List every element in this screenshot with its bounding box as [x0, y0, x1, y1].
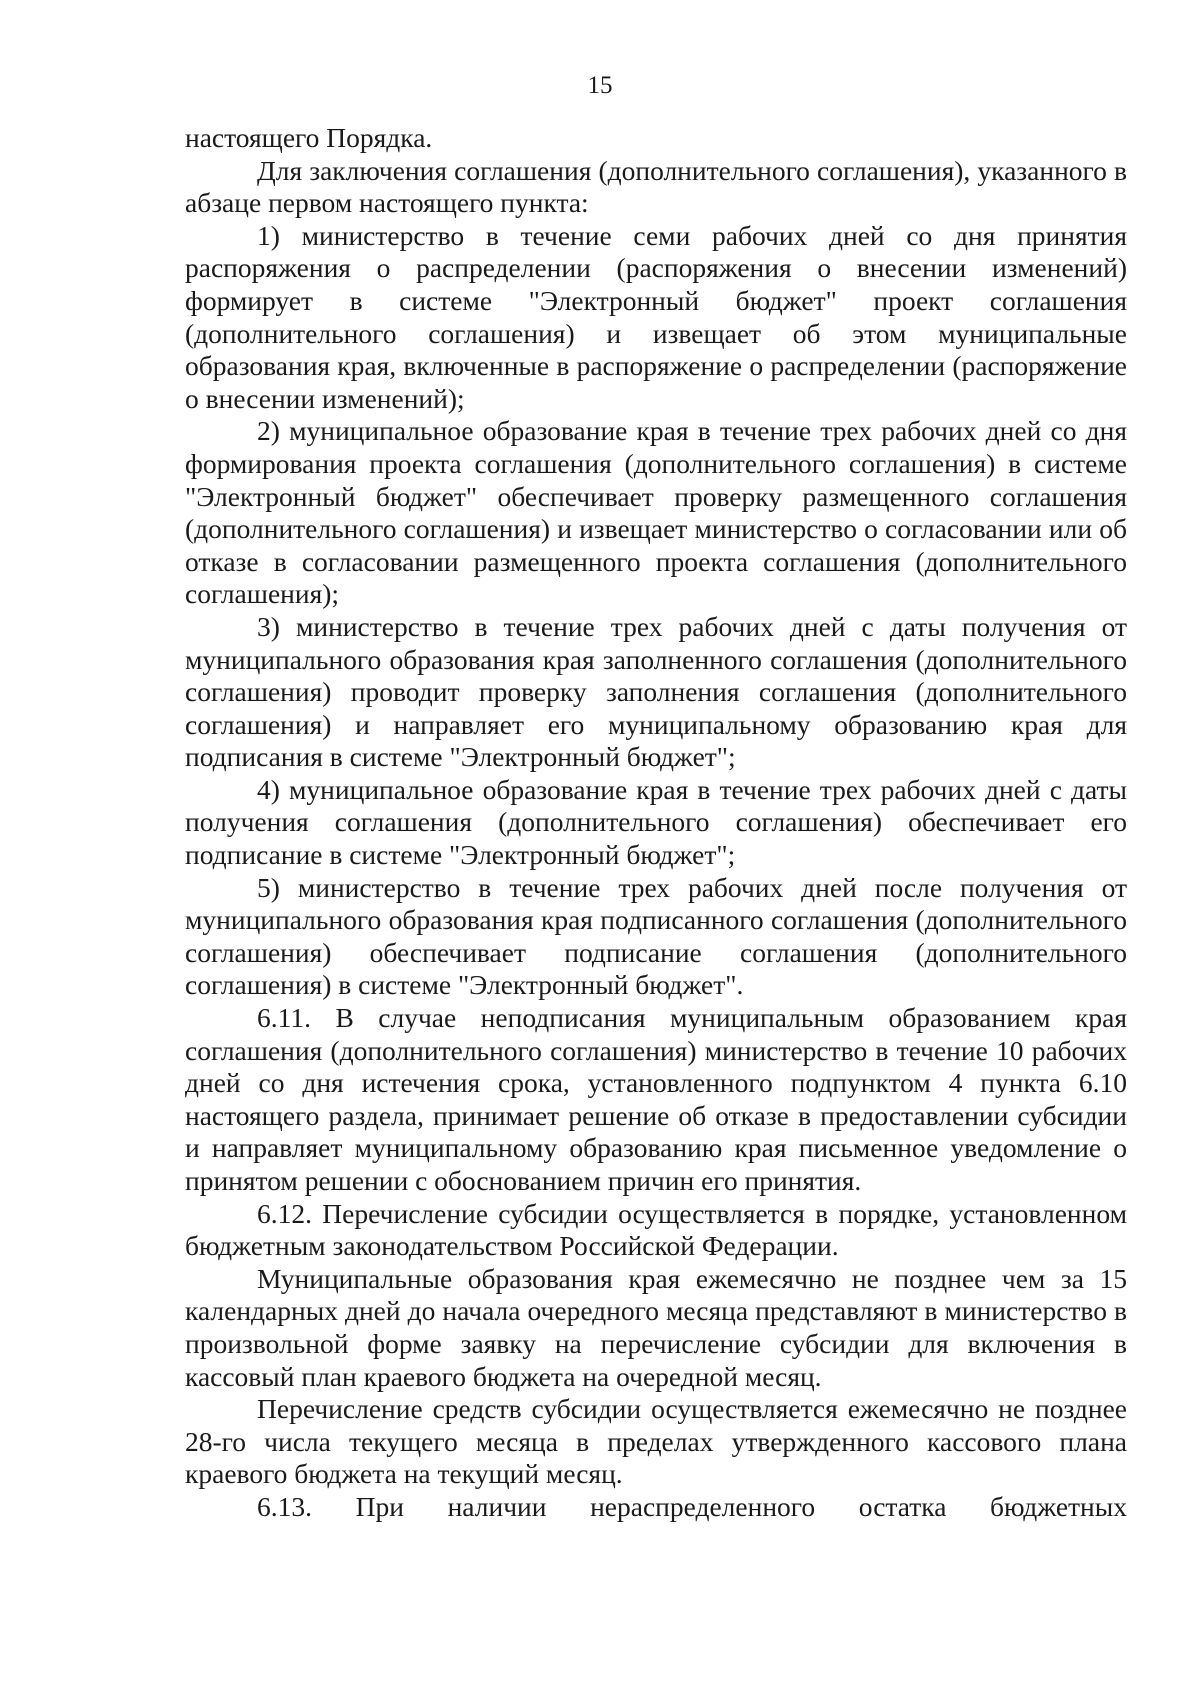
paragraph-continuation: настоящего Порядка.: [185, 122, 433, 153]
paragraph-item-1: 1) министерство в течение семи рабочих дней со дня принятия распоряжения о распределении (распоряжения о внесении изменений) формирует в системе "Электронный бюджет" проект соглашения (дополнительного соглашения) и извещает об этом муниципальные образования края, включенные в распоряжение о распределении (распоряжение о внесении изменений);: [185, 219, 1127, 414]
paragraph-transfer: Перечисление средств субсидии осуществляется ежемесячно не позднее 28-го числа текущего месяца в пределах утвержденного кассового плана краевого бюджета на текущий месяц.: [185, 1393, 1127, 1490]
paragraph-item-2: 2) муниципальное образование края в течение трех рабочих дней со дня формирования проекта соглашения (дополнительного соглашения) в системе "Электронный бюджет" обеспечивает проверку размещенного соглашения (дополнительного соглашения) и извещает министерство о согласовании или об отказе в согласовании размещенного проекта соглашения (дополнительного соглашения);: [185, 415, 1127, 610]
paragraph-6-13: 6.13. При наличии нераспределенного остатка бюджетных: [257, 1490, 1127, 1522]
paragraph-monthly-request: Муниципальные образования края ежемесячно не позднее чем за 15 календарных дней до начала очередного месяца представляют в министерство в произвольной форме заявку на перечисление субсидии для включения в кассовый план краевого бюджета на очередной месяц.: [185, 1262, 1127, 1392]
paragraph-item-3: 3) министерство в течение трех рабочих дней с даты получения от муниципального образования края заполненного соглашения (дополнительного соглашения) проводит проверку заполнения соглашения (дополнительного соглашения) и направляет его муниципальному образованию края для подписания в системе "Электронный бюджет";: [185, 610, 1127, 773]
paragraph-agreement-intro: Для заключения соглашения (дополнительного соглашения), указанного в абзаце первом настоящего пункта:: [185, 154, 1127, 219]
paragraph-item-4: 4) муниципальное образование края в течение трех рабочих дней с даты получения соглашения (дополнительного соглашения) обеспечивает его подписание в системе "Электронный бюджет";: [185, 773, 1127, 871]
page-number: 15: [587, 72, 613, 99]
paragraph-6-11: 6.11. В случае неподписания муниципальным образованием края соглашения (дополнительного соглашения) министерство в течение 10 рабочих дней со дня истечения срока, установленного подпунктом 4 пункта 6.10 настоящего раздела, принимает решение об отказе в предоставлении субсидии и направляет муниципальному образованию края письменное уведомление о принятом решении с обоснованием причин его принятия.: [185, 1002, 1127, 1196]
document-body: [185, 122, 1127, 1524]
paragraph-6-12: 6.12. Перечисление субсидии осуществляется в порядке, установленном бюджетным законодательством Российской Федерации.: [185, 1197, 1127, 1262]
paragraph-item-5: 5) министерство в течение трех рабочих дней после получения от муниципального образования края подписанного соглашения (дополнительного соглашения) обеспечивает подписание соглашения (дополнительного соглашения) в системе "Электронный бюджет".: [185, 871, 1127, 1001]
